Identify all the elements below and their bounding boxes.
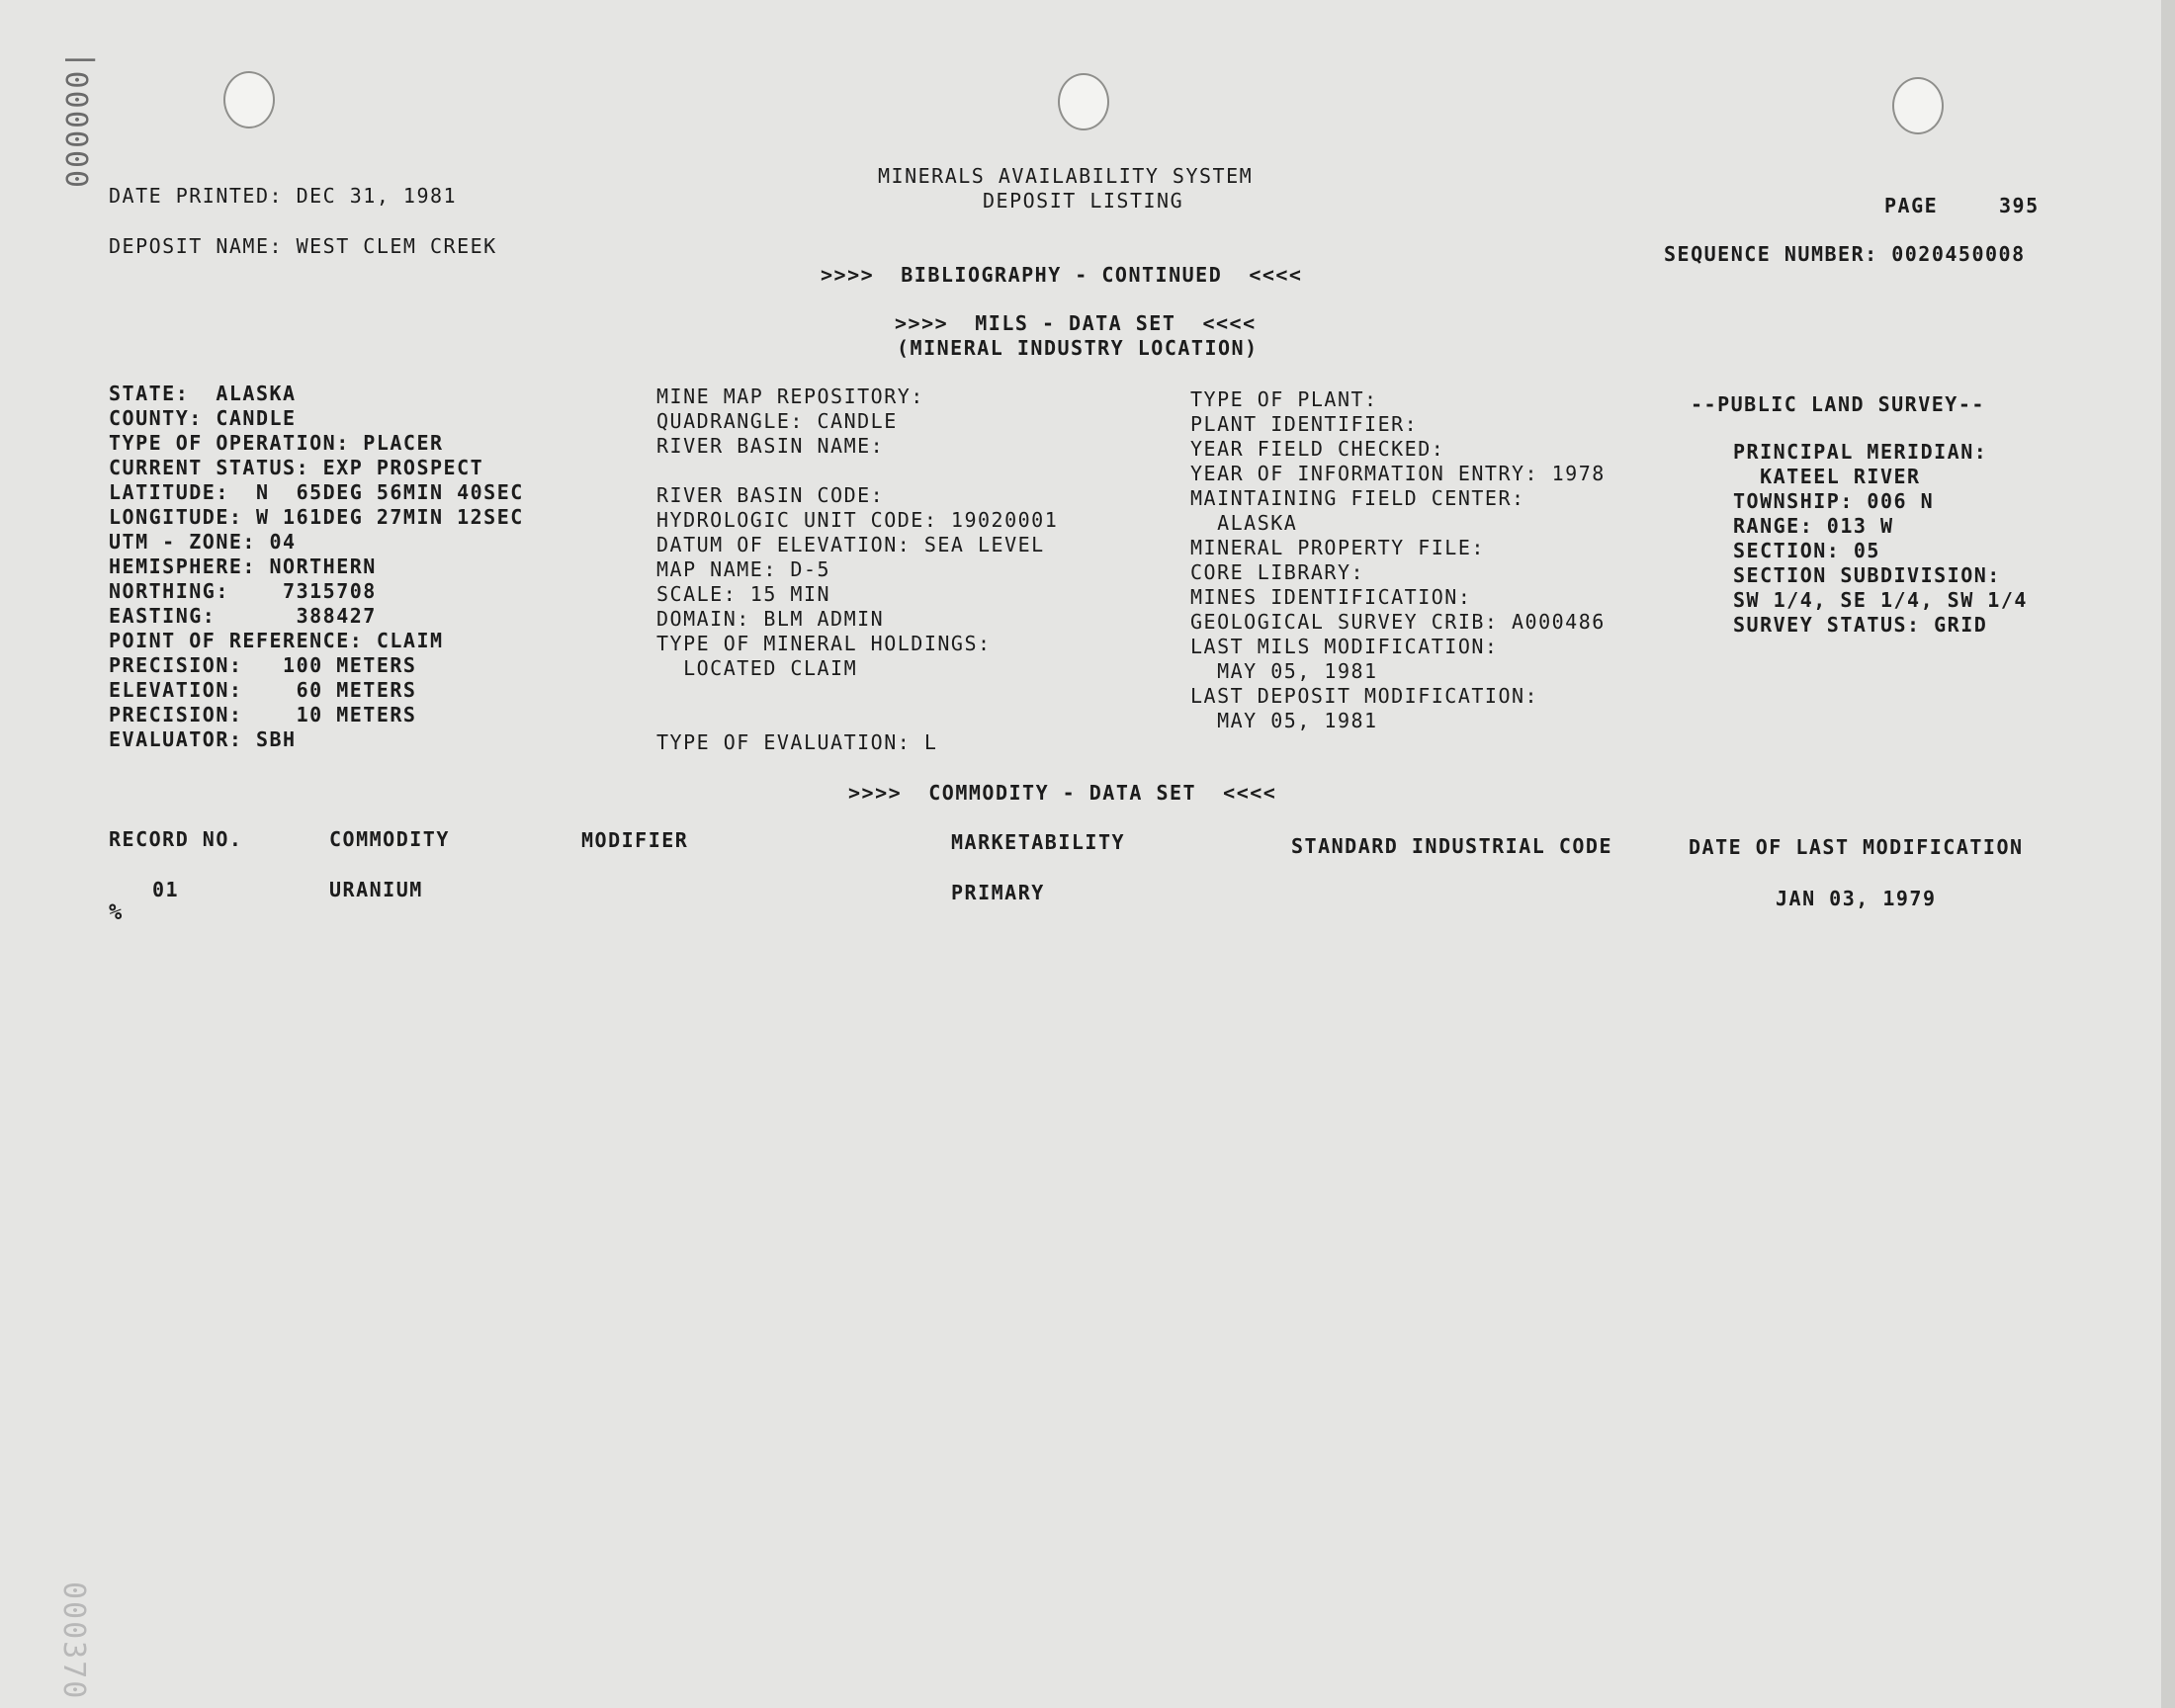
field-mineral-holdings: TYPE OF MINERAL HOLDINGS: — [656, 632, 992, 655]
field-datum-of-elevation: DATUM OF ELEVATION: SEA LEVEL — [656, 533, 1045, 556]
field-operation-type: TYPE OF OPERATION: PLACER — [109, 431, 444, 455]
commodity-banner: >>>> COMMODITY - DATA SET <<<< — [848, 781, 1277, 805]
row-record-no: 01 — [152, 878, 180, 901]
location-column — [109, 382, 524, 752]
field-mineral-holdings-value: LOCATED CLAIM — [656, 656, 858, 680]
map-column — [656, 384, 1058, 755]
field-principal-meridian-value: KATEEL RIVER — [1733, 465, 1921, 488]
deposit-name: DEPOSIT NAME: WEST CLEM CREEK — [109, 234, 497, 258]
header-modifier: MODIFIER — [581, 828, 689, 852]
field-section-subdivision: SECTION SUBDIVISION: — [1733, 563, 2001, 587]
punch-hole-left — [223, 71, 275, 128]
field-hydrologic-unit-code: HYDROLOGIC UNIT CODE: 19020001 — [656, 508, 1059, 532]
field-county: COUNTY: CANDLE — [109, 406, 297, 430]
field-plant-identifier: PLANT IDENTIFIER: — [1190, 412, 1419, 436]
page-number: 395 — [1999, 194, 2040, 217]
plant-column — [1190, 387, 1606, 733]
field-last-deposit-modification-date: MAY 05, 1981 — [1190, 709, 1378, 732]
margin-faint-number: 000370 — [56, 1581, 91, 1701]
listing-title: DEPOSIT LISTING — [983, 189, 1184, 213]
row-date-last-modification: JAN 03, 1979 — [1776, 887, 1937, 910]
field-evaluation-type: TYPE OF EVALUATION: L — [656, 730, 938, 754]
field-hemisphere: HEMISPHERE: NORTHERN — [109, 555, 377, 578]
field-point-of-reference: POINT OF REFERENCE: CLAIM — [109, 629, 444, 652]
header-record-no: RECORD NO. — [109, 827, 243, 851]
mils-banner: >>>> MILS - DATA SET <<<< — [895, 311, 1257, 335]
field-easting: EASTING: 388427 — [109, 604, 377, 628]
field-township: TOWNSHIP: 006 N — [1733, 489, 1935, 513]
blank-line — [656, 459, 1058, 483]
header-marketability: MARKETABILITY — [951, 830, 1126, 854]
margin-control-number: 000000| — [61, 48, 96, 188]
field-map-name: MAP NAME: D-5 — [656, 557, 831, 581]
field-evaluator: EVALUATOR: SBH — [109, 727, 297, 751]
field-mine-map-repository: MINE MAP REPOSITORY: — [656, 384, 924, 408]
field-field-center-value: ALASKA — [1190, 511, 1298, 535]
field-principal-meridian: PRINCIPAL MERIDIAN: — [1733, 440, 1988, 464]
row-marketability: PRIMARY — [951, 881, 1045, 904]
field-survey-crib: GEOLOGICAL SURVEY CRIB: A000486 — [1190, 610, 1606, 634]
mils-subtitle: (MINERAL INDUSTRY LOCATION) — [897, 336, 1259, 360]
land-survey-column — [1733, 440, 2028, 638]
field-field-center: MAINTAINING FIELD CENTER: — [1190, 486, 1525, 510]
end-of-record-marker: % — [109, 900, 123, 925]
field-river-basin-name: RIVER BASIN NAME: — [656, 434, 885, 458]
field-mines-identification: MINES IDENTIFICATION: — [1190, 585, 1472, 609]
sequence-number: SEQUENCE NUMBER: 0020450008 — [1664, 242, 2026, 266]
field-longitude: LONGITUDE: W 161DEG 27MIN 12SEC — [109, 505, 524, 529]
page-label: PAGE — [1884, 194, 1939, 217]
field-domain: DOMAIN: BLM ADMIN — [656, 607, 885, 631]
field-scale: SCALE: 15 MIN — [656, 582, 831, 606]
field-quadrangle: QUADRANGLE: CANDLE — [656, 409, 898, 433]
field-utm-zone: UTM - ZONE: 04 — [109, 530, 297, 554]
date-printed: DATE PRINTED: DEC 31, 1981 — [109, 184, 458, 208]
field-section-subdivision-value: SW 1/4, SE 1/4, SW 1/4 — [1733, 588, 2028, 612]
field-core-library: CORE LIBRARY: — [1190, 560, 1365, 584]
field-state: STATE: ALASKA — [109, 382, 297, 405]
field-range: RANGE: 013 W — [1733, 514, 1894, 538]
header-standard-industrial-code: STANDARD INDUSTRIAL CODE — [1291, 834, 1612, 858]
punch-hole-right — [1892, 77, 1944, 134]
field-survey-status: SURVEY STATUS: GRID — [1733, 613, 1988, 637]
field-last-deposit-modification: LAST DEPOSIT MODIFICATION: — [1190, 684, 1539, 708]
field-year-field-checked: YEAR FIELD CHECKED: — [1190, 437, 1445, 461]
header-date-last-modification: DATE OF LAST MODIFICATION — [1689, 835, 2024, 859]
field-elevation-precision: PRECISION: 10 METERS — [109, 703, 417, 726]
field-plant-type: TYPE OF PLANT: — [1190, 387, 1378, 411]
field-river-basin-code: RIVER BASIN CODE: — [656, 483, 885, 507]
field-elevation: ELEVATION: 60 METERS — [109, 678, 417, 702]
blank-line — [656, 706, 1058, 730]
field-last-mils-modification: LAST MILS MODIFICATION: — [1190, 635, 1499, 658]
field-precision: PRECISION: 100 METERS — [109, 653, 417, 677]
field-mineral-property-file: MINERAL PROPERTY FILE: — [1190, 536, 1485, 559]
field-current-status: CURRENT STATUS: EXP PROSPECT — [109, 456, 484, 479]
blank-line — [656, 681, 1058, 706]
header-commodity: COMMODITY — [329, 827, 450, 851]
field-year-information-entry: YEAR OF INFORMATION ENTRY: 1978 — [1190, 462, 1606, 485]
field-last-mils-modification-date: MAY 05, 1981 — [1190, 659, 1378, 683]
page-edge — [2161, 0, 2175, 1708]
public-land-survey-title: --PUBLIC LAND SURVEY-- — [1691, 392, 1985, 416]
field-section: SECTION: 05 — [1733, 539, 1880, 562]
bibliography-banner: >>>> BIBLIOGRAPHY - CONTINUED <<<< — [821, 263, 1303, 287]
field-northing: NORTHING: 7315708 — [109, 579, 377, 603]
system-title: MINERALS AVAILABILITY SYSTEM — [878, 164, 1254, 188]
row-commodity: URANIUM — [329, 878, 423, 901]
field-latitude: LATITUDE: N 65DEG 56MIN 40SEC — [109, 480, 524, 504]
punch-hole-center — [1058, 73, 1109, 130]
